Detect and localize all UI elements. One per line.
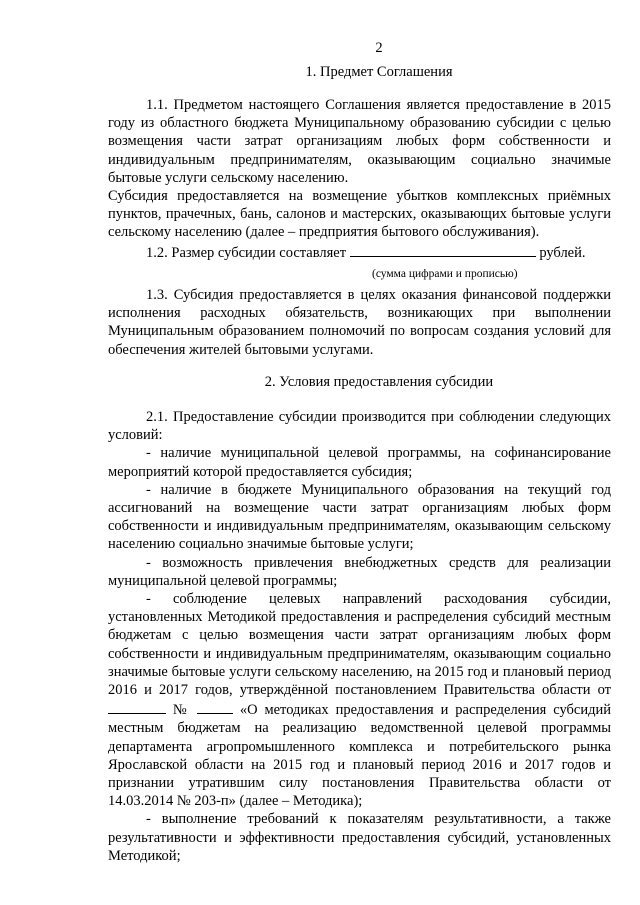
paragraph-2-1: 2.1. Предоставление субсидии производится при соблюдении следующих условий: <box>108 409 611 444</box>
subsidy-size-label: 1.2. Размер субсидии составляет <box>146 244 347 261</box>
condition-extrabudget: - возможность привлечения внебюджетных средств для реализации муниципальной целевой программы; <box>108 554 611 589</box>
condition-target-use-text-2: «О методиках предоставления и распределения субсидий местным бюджетам на реализацию ведомственной целевой программы департамента агропромышленного комплекса и потребительского рынка Ярославской области на 2015 год и плановый период 2016 и 2017 годов и признании утратившим силу постановления Правительства области от 14.03.2014 № 203-п» (далее – Методика); <box>108 702 612 810</box>
resolution-number-sign: № <box>172 702 191 719</box>
paragraph-1-2 <box>108 242 611 262</box>
section-1-body <box>108 96 611 262</box>
subsidy-amount-blank <box>350 242 536 257</box>
condition-target-use-text-1: - соблюдение целевых направлений расходования субсидии, установленных Методикой предоставления и распределения субсидий местным бюджетам с целью возмещения части затрат организациям любых форм собственности и индивидуальным предпринимателям, оказывающим социально значимые бытовые услуги сельскому населению, на 2015 год и плановый период 2016 и 2017 годов, утверждённой постановлением Правительства области от <box>108 591 611 699</box>
paragraph-subsidy-purpose: Субсидия предоставляется на возмещение убытков комплексных приёмных пунктов, прачечных, бань, салонов и мастерских, оказывающих бытовые услуги сельскому населению (далее – предприятия бытового обслуживания). <box>108 188 611 241</box>
resolution-date-blank <box>108 699 166 714</box>
condition-performance: - выполнение требований к показателям результативности, а также результативности и эффективности предоставления субсидий, установленных Методикой; <box>108 811 611 864</box>
paragraph-1-3: 1.3. Субсидия предоставляется в целях оказания финансовой поддержки исполнения расходных обязательств, возникающих при выполнении Муниципальным образованием полномочий по вопросам создания условий для обеспечения жителей бытовыми услугами. <box>108 287 611 358</box>
amount-note: (сумма цифрами и прописью) <box>372 268 518 280</box>
section-1-heading: 1. Предмет Соглашения <box>305 64 453 80</box>
paragraph-1-1: 1.1. Предметом настоящего Соглашения является предоставление в 2015 году из областного бюджета Муниципальному образованию субсидии с целью возмещения части затрат организациям любых форм собственности и индивидуальным предпринимателям, оказывающим социально значимые бытовые услуги сельскому населению. <box>108 97 611 186</box>
section-2-heading: 2. Условия предоставления субсидии <box>264 374 494 390</box>
condition-target-use <box>108 590 611 810</box>
condition-budget: - наличие в бюджете Муниципального образования на текущий год ассигнований на возмещение части затрат организациям любых форм собственности и индивидуальным предпринимателям, оказывающим сельскому населению социально значимые бытовые услуги; <box>108 481 611 553</box>
page-number: 2 <box>375 40 383 56</box>
section-1-body-cont <box>108 286 611 359</box>
resolution-number-blank <box>197 699 233 714</box>
subsidy-currency-label: рублей. <box>539 244 586 261</box>
condition-program: - наличие муниципальной целевой программы, на софинансирование мероприятий которой предоставляется субсидия; <box>108 445 611 480</box>
section-2-body <box>108 408 611 865</box>
